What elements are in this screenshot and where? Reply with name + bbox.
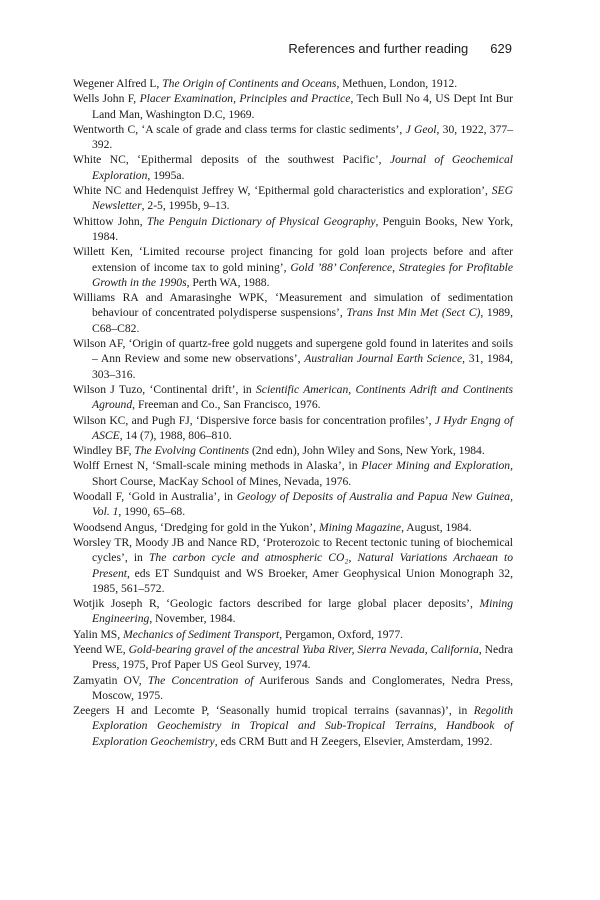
reference-italic-text: Australian Journal Earth Science <box>304 352 463 366</box>
running-header-title: References and further reading <box>288 41 469 56</box>
reference-text: Wilson KC, and Pugh FJ, ‘Dispersive force basis for concentration profiles’, <box>73 413 435 427</box>
reference-italic-text: Scientific American, Continents Adrift and Continents Aground <box>92 382 513 412</box>
reference-italic-text: The Concentration of <box>147 673 254 687</box>
reference-text: Woodsend Angus, ‘Dredging for gold in the Yukon’, <box>73 520 319 534</box>
reference-text: , 1995a. <box>147 168 185 182</box>
reference-text: Woodall F, ‘Gold in Australia’, in <box>73 490 237 504</box>
reference-italic-text: Journal of Geochemical Exploration <box>92 153 513 182</box>
reference-text: Yeend WE, <box>73 642 129 656</box>
reference-entry <box>73 76 513 91</box>
reference-text: (2nd edn), John Wiley and Sons, New York, 1984. <box>249 444 485 458</box>
reference-text: , Perth WA, 1988. <box>186 275 270 289</box>
reference-text: Whittow John, <box>73 214 147 228</box>
reference-text: Windley BF, <box>73 444 135 458</box>
reference-text: Wegener Alfred L, <box>73 77 163 90</box>
reference-italic-text: Mining Engineering <box>92 597 513 626</box>
reference-italic-text: Placer Examination, Principles and Practice <box>139 92 351 106</box>
reference-italic-text: Placer Mining and Exploration <box>361 459 511 473</box>
reference-entry <box>73 703 513 749</box>
reference-entry <box>73 382 513 413</box>
reference-entry <box>73 489 513 520</box>
reference-italic-text: Regolith Exploration Geochemistry in Tropical and Sub-Tropical Terrains, Handbook of Exploration Geochemistry <box>92 704 513 748</box>
reference-italic-text: SEG Newsletter <box>92 184 513 213</box>
reference-entry <box>73 244 513 290</box>
reference-entry <box>73 214 513 245</box>
reference-text: , August, 1984. <box>401 520 472 534</box>
reference-text: , November, 1984. <box>149 612 236 626</box>
reference-italic-text: Gold-bearing gravel of the ancestral Yuba River, Sierra Nevada, California <box>128 642 479 656</box>
reference-text: Zamyatin OV, <box>73 673 148 687</box>
reference-italic-text: J Geol <box>405 122 437 136</box>
reference-text: Wells John F, <box>73 92 140 106</box>
reference-italic-text: Mechanics of Sediment Transport <box>123 627 280 641</box>
reference-entry <box>73 642 513 673</box>
reference-text: Zeegers H and Lecomte P, ‘Seasonally humid tropical terrains (savannas)’, in <box>73 704 474 718</box>
reference-entry <box>73 458 513 489</box>
reference-text: , eds ET Sundquist and WS Broeker, Amer Geophysical Union Monograph 32, 1985, 561–572. <box>92 566 513 595</box>
reference-text: Wolff Ernest N, ‘Small-scale mining methods in Alaska’, in <box>73 459 362 473</box>
reference-text: Wotjik Joseph R, ‘Geologic factors described for large global placer deposits’, <box>73 597 480 611</box>
reference-entry <box>73 596 513 627</box>
reference-text: White NC, ‘Epithermal deposits of the southwest Pacific’, <box>73 153 390 167</box>
reference-text: Yalin MS, <box>73 627 124 641</box>
reference-text: , Pergamon, Oxford, 1977. <box>279 627 404 641</box>
reference-italic-text: Gold ’88’ Conference, Strategies for Profitable Growth in the 1990s <box>92 260 513 289</box>
reference-text: Wentworth C, ‘A scale of grade and class terms for clastic sediments’, <box>73 122 406 136</box>
reference-text: , 2-5, 1995b, 9–13. <box>141 199 230 213</box>
page-number: 629 <box>490 41 512 56</box>
reference-entry <box>73 336 513 382</box>
reference-text: , Short Course, MacKay School of Mines, Nevada, 1976. <box>92 459 513 488</box>
reference-text: , 14 (7), 1988, 806–810. <box>119 428 232 442</box>
reference-text: , 31, 1984, 303–316. <box>92 352 514 381</box>
reference-italic-text: The Penguin Dictionary of Physical Geography <box>146 214 376 228</box>
reference-text: , 30, 1922, 377–392. <box>92 122 513 152</box>
reference-text: Wilson J Tuzo, ‘Continental drift’, in <box>73 382 256 396</box>
reference-text: Worsley TR, Moody JB and Nance RD, ‘Proterozoic to Recent tectonic tuning of biochemical cycles’, in <box>73 535 513 565</box>
reference-entry <box>73 520 513 535</box>
reference-italic-text: The Origin of Continents and Oceans <box>162 77 337 90</box>
reference-text: , Nedra Press, 1975, Prof Paper US Geol Survey, 1974. <box>92 642 513 672</box>
reference-entry <box>73 290 513 336</box>
reference-text: , Freeman and Co., San Francisco, 1976. <box>132 398 321 412</box>
reference-italic-text: The carbon cycle and atmospheric CO₂, Natural Variations Archaean to Present <box>92 551 513 580</box>
reference-list <box>73 76 513 749</box>
reference-italic-text: Trans Inst Min Met (Sect C) <box>346 306 481 320</box>
reference-entry <box>73 152 513 183</box>
reference-text: Willett Ken, ‘Limited recourse project financing for gold loan projects before and after extension of income tax to gold mining’, <box>73 245 513 274</box>
reference-entry <box>73 673 513 704</box>
reference-entry <box>73 627 513 642</box>
reference-entry <box>73 413 513 444</box>
reference-text: Auriferous Sands and Conglomerates, Nedra Press, Moscow, 1975. <box>92 673 514 702</box>
reference-text: , eds CRM Butt and H Zeegers, Elsevier, Amsterdam, 1992. <box>214 734 493 748</box>
reference-entry <box>73 122 513 153</box>
reference-text: White NC and Hedenquist Jeffrey W, ‘Epithermal gold characteristics and exploration’, <box>73 184 492 198</box>
reference-text: , Tech Bull No 4, US Dept Int Bur Land Man, Washington D.C, 1969. <box>92 92 514 121</box>
reference-italic-text: Mining Magazine <box>318 520 402 534</box>
reference-italic-text: J Hydr Engng of ASCE <box>92 413 513 442</box>
reference-text: , Methuen, London, 1912. <box>336 77 458 90</box>
reference-entry <box>73 443 513 458</box>
running-header <box>288 41 512 56</box>
reference-entry <box>73 91 513 122</box>
reference-text: , Penguin Books, New York, 1984. <box>92 214 513 243</box>
reference-italic-text: The Evolving Continents <box>134 444 250 458</box>
reference-text: Williams RA and Amarasinghe WPK, ‘Measurement and simulation of sedimentation behaviour of concentrated polydisperse suspensions’, <box>73 291 513 320</box>
reference-text: , 1989, C68–C82. <box>92 306 513 335</box>
reference-text: , 1990, 65–68. <box>118 505 186 519</box>
reference-italic-text: Geology of Deposits of Australia and Papua New Guinea, Vol. 1 <box>92 490 513 519</box>
reference-entry <box>73 183 513 214</box>
reference-text: Wilson AF, ‘Origin of quartz-free gold nuggets and supergene gold found in laterites and soils – Ann Review and some new observations’, <box>73 337 513 366</box>
reference-entry <box>73 535 513 596</box>
